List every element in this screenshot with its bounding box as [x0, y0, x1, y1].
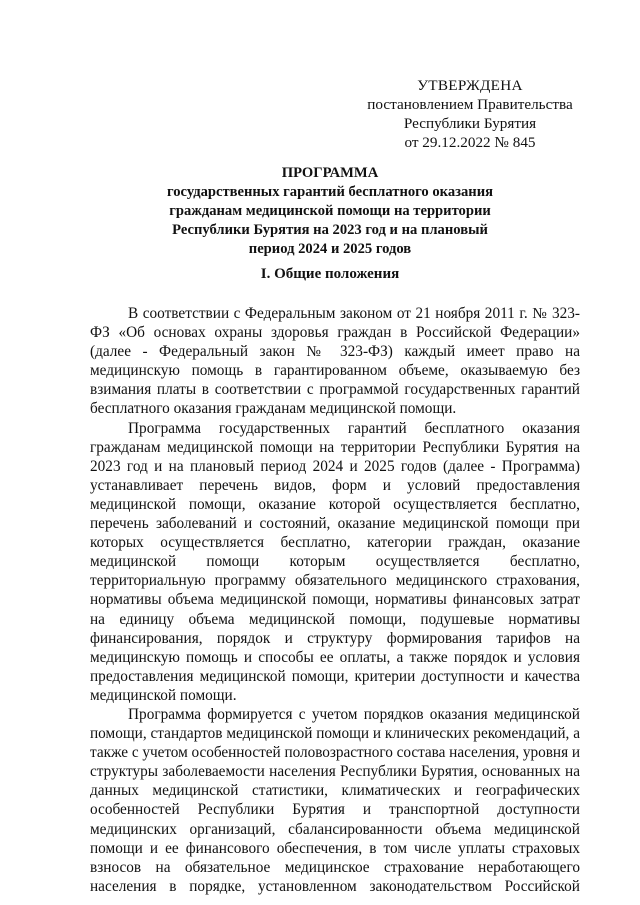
text-line: устанавливает перечень видов, форм и условий предоставления	[90, 476, 580, 494]
approval-line: Республики Бурятия	[403, 115, 537, 132]
text-line: предоставления медицинской помощи, критерии доступности и качества	[90, 667, 580, 685]
text-line: В соответствии с Федеральным законом от 21 ноября 2011 г. № 323-	[128, 305, 580, 322]
paragraph	[90, 419, 580, 705]
text-line: на единицу объема медицинской помощи, подушевые нормативы	[90, 610, 580, 628]
text-line: которых осуществляется бесплатно, категории граждан, оказание	[90, 534, 580, 552]
text-line: населения в порядке, установленном законодательством Российской	[90, 877, 580, 895]
text-line: медицинской помощи.	[90, 686, 237, 704]
text-line: бесплатного оказания гражданам медицинской помощи.	[90, 400, 457, 418]
text-line: помощи и ее финансового обеспечения, в том числе уплаты страховых	[90, 839, 580, 857]
text-line: территориальную программу обязательного медицинского страхования,	[90, 572, 580, 590]
title-line: Республики Бурятия на 2023 год и на плановый	[172, 222, 488, 238]
text-line: особенностей Республики Бурятия и транспортной доступности	[90, 801, 580, 819]
text-line: Программа формируется с учетом порядков оказания медицинской	[128, 705, 580, 723]
document-title	[90, 164, 570, 259]
title-line: государственных гарантий бесплатного оказания	[166, 184, 494, 200]
text-line: (далее - Федеральный закон № 323-ФЗ) каждый имеет право на	[90, 343, 580, 361]
text-line: взносов на обязательное медицинское страхование неработающего	[90, 858, 580, 876]
text-line: медицинской помощи которым осуществляется бесплатно,	[90, 553, 580, 571]
text-line: Программа государственных гарантий бесплатного оказания	[128, 419, 580, 437]
text-line: медицинскую помощь и способы ее оплаты, а также порядок и условия	[90, 648, 580, 666]
text-line: также с учетом особенностей половозрастного состава населения, уровня и	[90, 744, 580, 762]
text-line: помощи, стандартов медицинской помощи и клинических рекомендаций, а	[90, 725, 580, 743]
paragraph	[90, 705, 580, 896]
title-line: ПРОГРАММА	[281, 165, 379, 181]
text-line: гражданам медицинской помощи на территории Республики Бурятия на	[90, 438, 580, 456]
approval-heading: УТВЕРЖДЕНА	[417, 77, 523, 94]
title-line: период 2024 и 2025 годов	[248, 241, 412, 257]
paragraph	[90, 304, 580, 419]
text-line: данных медицинской статистики, климатических и географических	[90, 782, 580, 800]
section-heading: I. Общие положения	[260, 266, 400, 282]
document-body	[90, 304, 580, 896]
text-line: медицинскую помощь в гарантированном объеме, оказываемую без	[90, 362, 580, 380]
title-line: гражданам медицинской помощи на территории	[169, 203, 491, 219]
text-line: медицинских организаций, сбалансированности объема медицинской	[90, 820, 580, 838]
text-line: взимания платы в соответствии с программой государственных гарантий	[90, 381, 580, 399]
approval-date: от 29.12.2022 № 845	[404, 134, 536, 151]
approval-line: постановлением Правительства	[367, 96, 573, 113]
text-line: перечень заболеваний и состояний, оказание медицинской помощи при	[90, 515, 580, 533]
text-line: финансирования, порядок и структуру формирования тарифов на	[90, 629, 580, 647]
text-line: нормативы объема медицинской помощи, нормативы финансовых затрат	[90, 591, 580, 609]
text-line: структуры заболеваемости населения Республики Бурятия, основанных на	[90, 763, 580, 781]
text-line: 2023 год и на плановый период 2024 и 2025 годов (далее - Программа)	[90, 457, 580, 475]
text-line: медицинской помощи, оказание которой осуществляется бесплатно,	[90, 495, 580, 513]
text-line: ФЗ «Об основах охраны здоровья граждан в Российской Федерации»	[90, 324, 580, 342]
approval-stamp	[360, 76, 580, 152]
